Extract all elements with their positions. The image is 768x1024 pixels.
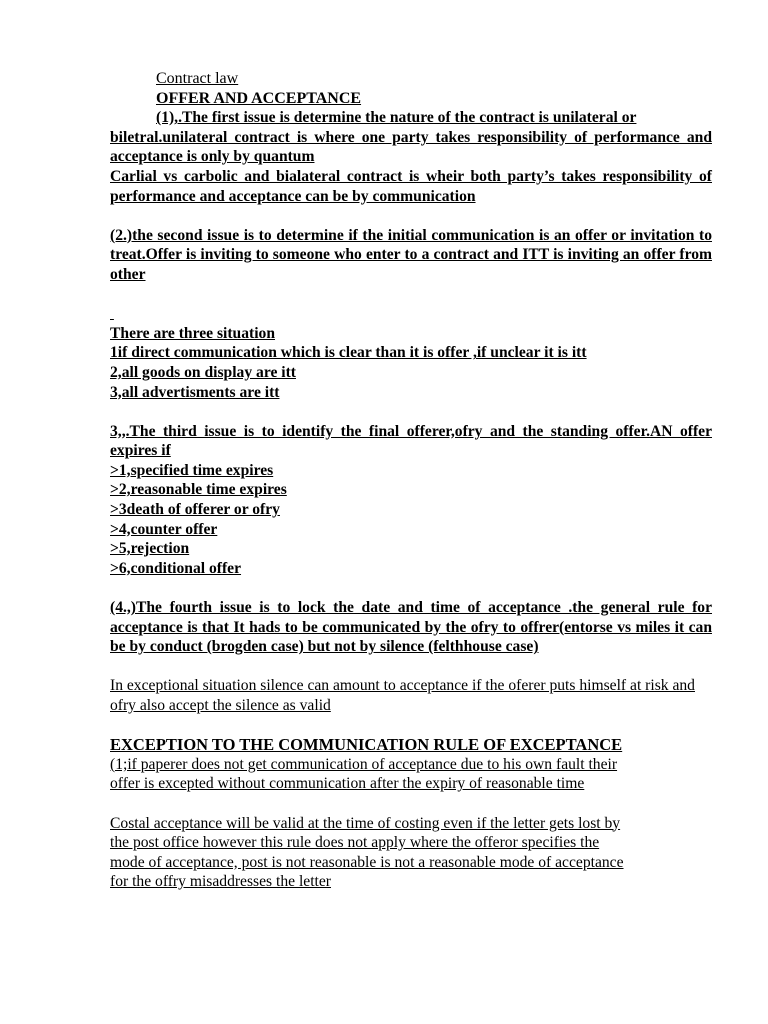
situation-item: 3,all advertisments are itt — [110, 383, 280, 401]
section-heading: OFFER AND ACCEPTANCE — [156, 89, 362, 107]
issue1-body2: Carlial vs carbolic and bialateral contract is wheir both party’s takes responsibility of performance and acceptance can be by communication — [110, 167, 712, 205]
postal-line: mode of acceptance, post is not reasonable is not a reasonable mode of acceptance — [110, 853, 624, 871]
exception-heading: EXCEPTION TO THE COMMUNICATION RULE OF EXCEPTANCE — [110, 735, 623, 755]
expiry-item: >1,specified time expires — [110, 461, 274, 479]
expiry-item: >5,rejection — [110, 540, 190, 558]
situations-heading: There are three situation — [110, 324, 276, 342]
silence-note: In exceptional situation silence can amount to acceptance if the oferer puts himself at risk and ofry also accept the silence as valid — [110, 677, 695, 714]
document-page — [110, 69, 712, 892]
situation-item: 1if direct communication which is clear than it is offer ,if unclear it is itt — [110, 344, 587, 362]
postal-line: the post office however this rule does not apply where the offeror specifies the — [110, 834, 600, 852]
blank-underline-mark — [110, 304, 712, 324]
expiry-item: >4,counter offer — [110, 520, 218, 538]
expiry-item: >2,reasonable time expires — [110, 481, 287, 499]
document-title: Contract law — [156, 70, 239, 87]
exception-line: (1;if paperer does not get communication of acceptance due to his own fault their — [110, 755, 618, 773]
exception-line: offer is excepted without communication after the expiry of reasonable time — [110, 775, 585, 793]
postal-line: Costal acceptance will be valid at the time of costing even if the letter gets lost by — [110, 814, 621, 832]
situation-item: 2,all goods on display are itt — [110, 363, 296, 381]
issue3-body: 3,,.The third issue is to identify the final offerer,ofry and the standing offer.AN offer expires if — [110, 422, 712, 460]
issue2-body: (2.)the second issue is to determine if the initial communication is an offer or invitation to treat.Offer is inviting to someone who enter to a contract and ITT is inviting an offer from other — [110, 226, 712, 283]
issue4-body: (4.,)The fourth issue is to lock the date and time of acceptance .the general rule for acceptance is that It hads to be communicated by the ofry to offrer(entorse vs miles it can be by conduct (brogden case) but not by silence (felthhouse case) — [110, 599, 712, 656]
expiry-item: >3death of offerer or ofry — [110, 501, 280, 519]
issue1-body: biletral.unilateral contract is where one party takes responsibility of performance and acceptance is only by quantum — [110, 128, 712, 166]
issue1-first-line: (1),.The first issue is determine the nature of the contract is unilateral or — [156, 109, 637, 127]
postal-line: for the offry misaddresses the letter — [110, 873, 331, 891]
expiry-item: >6,conditional offer — [110, 559, 242, 577]
